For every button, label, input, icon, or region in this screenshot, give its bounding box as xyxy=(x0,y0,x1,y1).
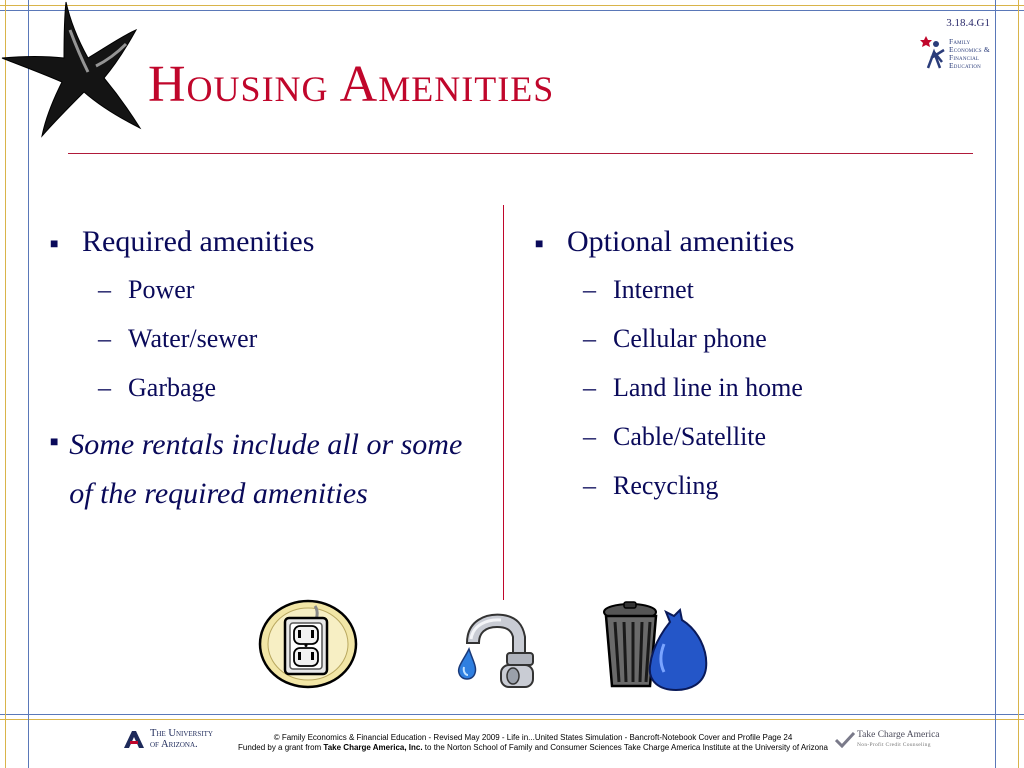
university-a-logo-icon xyxy=(122,729,146,749)
ffe-logo-text: Family Economics & Financial Education xyxy=(949,37,990,70)
garbage-can-icon xyxy=(600,600,710,692)
optional-amenities-column xyxy=(535,222,975,518)
list-item-text: Internet xyxy=(613,275,694,304)
tca-text xyxy=(857,730,940,750)
checkmark-swoosh-icon xyxy=(835,732,855,748)
dash-icon: – xyxy=(583,324,596,353)
column-divider xyxy=(503,205,504,600)
dash-icon: – xyxy=(98,275,111,304)
footer-line-1: © Family Economics & Financial Education - Revised May 2009 - Life in...United States Simulation - Bancroft-Notebook Cover and Profile Page 24 xyxy=(273,733,793,742)
list-item-text: Cable/Satellite xyxy=(613,422,767,451)
bullet-note xyxy=(50,420,490,518)
bullet-note-text: Some rentals include all or some of the required amenities xyxy=(69,428,463,510)
footer-credits xyxy=(238,733,828,753)
dash-icon: – xyxy=(583,275,596,304)
list-item xyxy=(98,273,490,307)
frame-bottom-gold xyxy=(0,719,1024,720)
tca-name: Take Charge America xyxy=(857,730,940,740)
slide-title: Housing Amenities xyxy=(148,56,555,113)
bullet-required-text: Required amenities xyxy=(82,225,315,258)
list-item xyxy=(583,371,975,405)
list-item-text: Cellular phone xyxy=(613,324,767,353)
list-item-text: Power xyxy=(128,275,195,304)
bullet-required xyxy=(50,222,490,265)
list-item-text: Water/sewer xyxy=(128,324,258,353)
list-item-text: Garbage xyxy=(128,373,217,402)
list-item xyxy=(583,322,975,356)
star-decoration-icon xyxy=(0,0,165,150)
list-item-text: Recycling xyxy=(613,471,719,500)
footer-line-2: Funded by a grant from Take Charge America, Inc. to the Norton School of Family and Consumer Sciences Take Charge America Institute at the University of Arizona xyxy=(238,743,828,752)
slide-id: 3.18.4.G1 xyxy=(946,17,990,29)
list-item xyxy=(98,322,490,356)
list-item xyxy=(583,420,975,454)
bullet-square-icon: ■ xyxy=(50,435,59,450)
dash-icon: – xyxy=(583,373,596,402)
frame-bottom-blue xyxy=(0,714,1024,715)
bullet-optional xyxy=(535,222,975,265)
tca-tagline: Non-Profit Credit Counseling xyxy=(857,742,931,748)
frame-right-blue xyxy=(995,0,996,768)
frame-right-gold xyxy=(1018,0,1019,768)
list-item xyxy=(583,273,975,307)
list-item xyxy=(583,469,975,503)
power-outlet-icon xyxy=(257,598,359,690)
university-logo xyxy=(122,728,213,750)
bullet-square-icon: ■ xyxy=(535,237,544,252)
take-charge-america-logo xyxy=(835,730,940,750)
title-underline xyxy=(68,153,973,154)
dash-icon: – xyxy=(98,373,111,402)
dash-icon: – xyxy=(583,422,596,451)
water-faucet-icon xyxy=(455,607,537,693)
dash-icon: – xyxy=(98,324,111,353)
required-amenities-column xyxy=(50,222,490,526)
bullet-square-icon: ■ xyxy=(50,237,59,252)
list-item xyxy=(98,371,490,405)
list-item-text: Land line in home xyxy=(613,373,803,402)
bullet-optional-text: Optional amenities xyxy=(567,225,795,258)
dash-icon: – xyxy=(583,471,596,500)
university-name: The University of Arizona. xyxy=(150,728,213,750)
